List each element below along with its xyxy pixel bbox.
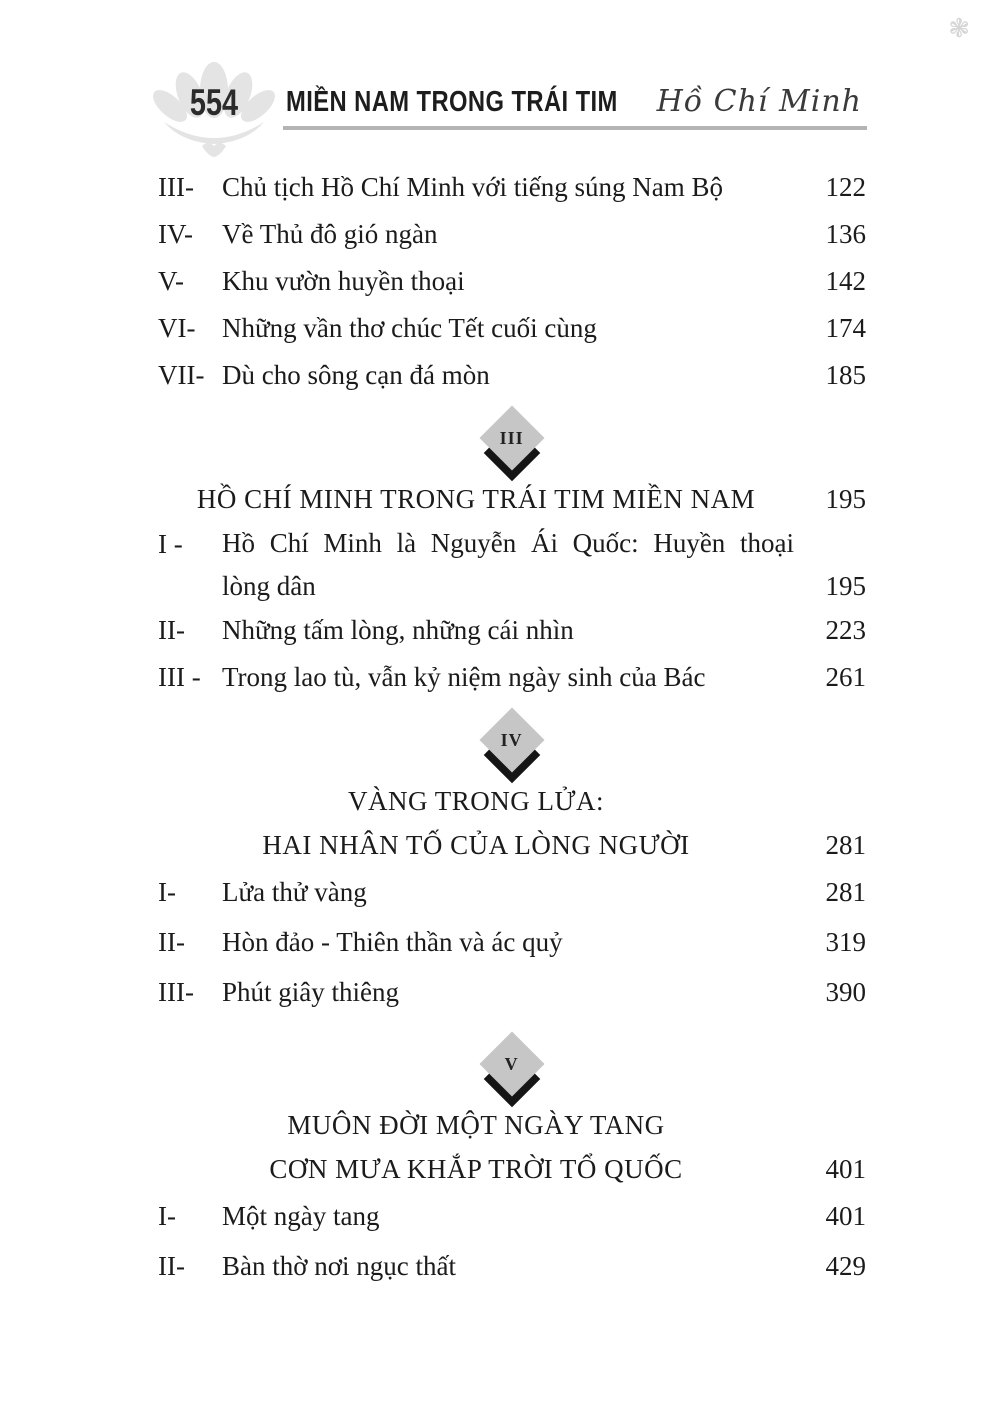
entry-numeral: III- — [158, 976, 194, 1007]
entry-title: Khu vườn huyền thoại — [222, 266, 465, 296]
section-marker — [158, 411, 866, 477]
entry-page: 390 — [825, 976, 866, 1007]
section-heading — [158, 1147, 866, 1191]
entry-numeral: III- — [158, 172, 194, 202]
entry-title-line2: lòng dân — [222, 571, 316, 601]
entry-numeral: V- — [158, 266, 185, 296]
toc-entry — [158, 967, 866, 1017]
entry-title: Một ngày tang — [222, 1200, 380, 1231]
entry-numeral: IV- — [158, 219, 194, 249]
entry-numeral: I - — [158, 529, 183, 559]
section-page: 195 — [825, 483, 866, 514]
toc-entry-two-line — [158, 521, 866, 607]
header-lotus-block — [146, 58, 282, 160]
entry-title: Những vần thơ chúc Tết cuối cùng — [222, 313, 597, 343]
entry-page: 122 — [825, 172, 866, 202]
section-title: MUÔN ĐỜI MỘT NGÀY TANG — [287, 1109, 665, 1140]
section-heading — [158, 779, 866, 823]
book-title-script: Hồ Chí Minh — [656, 84, 862, 119]
flower-ornament-icon: ❃ — [948, 14, 970, 44]
section-title: CƠN MƯA KHẮP TRỜI TỔ QUỐC — [269, 1153, 683, 1184]
section-title: HỒ CHÍ MINH TRONG TRÁI TIM MIỀN NAM — [196, 483, 756, 514]
entry-title: Bàn thờ nơi ngục thất — [222, 1250, 457, 1281]
toc-entry — [158, 164, 866, 211]
entry-page: 142 — [825, 266, 866, 296]
toc-entry — [158, 1241, 866, 1291]
diamond-marker-icon — [479, 411, 545, 477]
entry-title: Dù cho sông cạn đá mòn — [222, 360, 490, 390]
entry-numeral: VI- — [158, 313, 196, 343]
entry-title: Phút giây thiêng — [222, 976, 399, 1007]
section-numeral: V — [505, 1053, 519, 1074]
entry-page: 401 — [825, 1200, 866, 1231]
section-title: HAI NHÂN TỐ CỦA LÒNG NGƯỜI — [262, 829, 690, 860]
entry-numeral: II- — [158, 926, 185, 957]
entry-page: 319 — [825, 926, 866, 957]
running-head — [286, 84, 862, 119]
entry-title: Hòn đảo - Thiên thần và ác quỷ — [222, 926, 563, 957]
entry-page: 429 — [825, 1250, 866, 1281]
entry-numeral: I- — [158, 1200, 176, 1231]
page-number: 554 — [189, 82, 239, 123]
table-of-contents — [158, 164, 866, 1291]
entry-numeral: III - — [158, 662, 201, 692]
entry-numeral: II- — [158, 615, 185, 645]
entry-title: Những tấm lòng, những cái nhìn — [222, 615, 574, 645]
entry-numeral: VII- — [158, 360, 205, 390]
toc-entry — [158, 211, 866, 258]
toc-entry — [158, 352, 866, 399]
entry-title: Lửa thử vàng — [222, 876, 367, 907]
toc-entry — [158, 867, 866, 917]
section-heading — [158, 823, 866, 867]
entry-page: 174 — [825, 313, 866, 343]
diamond-marker-icon — [479, 713, 545, 779]
toc-entry — [158, 1191, 866, 1241]
entry-page: 195 — [825, 571, 866, 601]
section-page: 401 — [825, 1153, 866, 1184]
entry-title: Trong lao tù, vẫn kỷ niệm ngày sinh của Bác — [222, 662, 706, 692]
toc-entry — [158, 654, 866, 701]
entry-page: 261 — [825, 662, 866, 692]
entry-page: 223 — [825, 615, 866, 645]
entry-title-line1: Hồ Chí Minh là Nguyễn Ái Quốc: Huyền thoại — [222, 528, 794, 558]
section-page: 281 — [825, 829, 866, 860]
entry-page: 281 — [825, 876, 866, 907]
section-marker — [158, 1037, 866, 1103]
toc-entry — [158, 917, 866, 967]
book-title: MIỀN NAM TRONG TRÁI TIM — [286, 86, 618, 118]
toc-entry — [158, 258, 866, 305]
toc-entry — [158, 607, 866, 654]
entry-page: 185 — [825, 360, 866, 390]
section-numeral: III — [499, 427, 525, 448]
entry-numeral: II- — [158, 1250, 185, 1281]
entry-title: Chủ tịch Hồ Chí Minh với tiếng súng Nam Bộ — [222, 172, 724, 202]
section-numeral: IV — [500, 729, 524, 750]
section-heading — [158, 477, 866, 521]
toc-entry — [158, 305, 866, 352]
entry-title: Về Thủ đô gió ngàn — [222, 219, 438, 249]
entry-numeral: I- — [158, 876, 176, 907]
header-rule — [283, 126, 867, 130]
section-heading — [158, 1103, 866, 1147]
entry-page: 136 — [825, 219, 866, 249]
diamond-marker-icon — [479, 1037, 545, 1103]
section-title: VÀNG TRONG LỬA: — [348, 785, 604, 816]
section-marker — [158, 713, 866, 779]
